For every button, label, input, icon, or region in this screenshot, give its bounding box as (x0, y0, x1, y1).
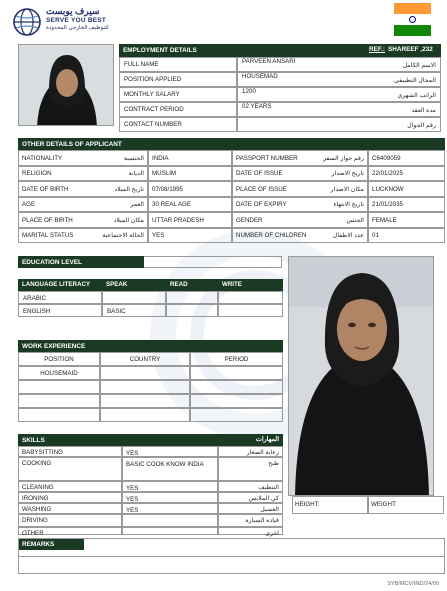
skill-name-arabic: قيادة السيارة (245, 516, 279, 524)
remarks-divider (18, 556, 445, 557)
detail-value: UTTAR PRADESH (152, 216, 204, 224)
applicant-detail-row (18, 228, 445, 244)
language-name: ARABIC (23, 295, 47, 302)
skill-name-cell (18, 492, 122, 503)
detail-label-arabic: الديانة (128, 170, 144, 177)
passport-value-cell (368, 212, 445, 228)
detail-value-cell (148, 150, 232, 166)
employment-label-arabic: الاسم الكامل (402, 62, 436, 69)
employment-label: FULL NAME (124, 61, 159, 68)
work-column-label: POSITION (44, 356, 74, 363)
passport-value: 22/01/2025 (372, 170, 403, 177)
ref-label: REF.: (369, 46, 385, 53)
employment-label: POSITION APPLIED (124, 76, 182, 83)
passport-label-cell (232, 150, 368, 166)
passport-label-arabic: تاريخ الانتهاء (333, 201, 364, 208)
passport-label-cell (232, 212, 368, 228)
globe-icon (12, 7, 42, 37)
work-cell (18, 408, 100, 422)
education-level-value (144, 256, 282, 268)
remarks-title: REMARKS (22, 540, 55, 548)
passport-label-arabic: مكان الاصدار (330, 185, 364, 193)
skill-value-cell (122, 503, 218, 514)
employment-details-section (119, 44, 441, 132)
work-cell (190, 366, 283, 380)
skill-value: BASIC COOK KNOW INDIA (126, 460, 204, 468)
detail-value: 07/08/1995 (152, 185, 183, 193)
skill-value-cell (122, 492, 218, 503)
work-column-header (100, 352, 190, 366)
work-cell (100, 394, 190, 408)
skill-arabic-cell (218, 481, 283, 492)
skill-name: COOKING (22, 459, 52, 467)
passport-label: NUMBER OF CHILDREN (236, 232, 307, 239)
skill-value: YES (126, 484, 139, 492)
language-cell (102, 304, 166, 317)
height-field (292, 496, 368, 514)
language-header-row (18, 279, 283, 291)
skill-name-cell (18, 503, 122, 514)
skill-name: WASHING (22, 505, 52, 513)
language-cell (218, 291, 283, 304)
detail-label-arabic: تاريخ الميلاد (114, 185, 144, 193)
skill-name-cell (18, 446, 122, 457)
skill-name-arabic: طبخ (268, 459, 279, 467)
passport-label: PASSPORT NUMBER (236, 154, 298, 162)
passport-label: PLACE OF ISSUE (236, 185, 287, 193)
education-level-title: EDUCATION LEVEL (22, 258, 82, 266)
detail-label-cell (18, 150, 148, 166)
passport-label-arabic: تاريخ الاصدار (331, 170, 364, 177)
work-cell (18, 366, 100, 380)
detail-label: AGE (22, 201, 36, 208)
brand-name-arabic: سيرف يوبست (46, 6, 100, 16)
detail-label-cell (18, 197, 148, 213)
work-cell (100, 380, 190, 394)
detail-value: MUSLIM (152, 170, 177, 177)
employment-label-cell (119, 117, 237, 132)
detail-label-arabic: مكان الميلاد (113, 216, 144, 224)
passport-label-cell (232, 228, 368, 244)
work-experience-header (18, 340, 283, 352)
employment-value: 02 YEARS (242, 103, 272, 110)
employment-value-cell (237, 72, 441, 87)
work-cell (100, 408, 190, 422)
passport-label-arabic: عدد الاطفال (332, 232, 364, 239)
passport-value-cell (368, 150, 445, 166)
skill-arabic-cell (218, 446, 283, 457)
detail-value: YES (152, 232, 165, 239)
employment-row (119, 117, 441, 132)
applicant-photo-small (18, 44, 114, 126)
applicant-detail-row (18, 166, 445, 182)
language-column-header: WRITE (222, 281, 242, 288)
language-name: ENGLISH (23, 308, 51, 315)
language-cell (18, 291, 102, 304)
detail-label: DATE OF BIRTH (22, 185, 69, 193)
passport-label: DATE OF EXPIRY (236, 201, 287, 208)
employment-label-arabic: رقم الجوال (407, 122, 436, 129)
skill-value-cell (122, 481, 218, 492)
skill-name-arabic: التنظيف (258, 483, 279, 491)
skill-name-arabic: اخرى (265, 529, 279, 537)
detail-label: PLACE OF BIRTH (22, 216, 73, 224)
work-cell (190, 408, 283, 422)
employment-label: CONTACT NUMBER (124, 121, 182, 128)
employment-row (119, 102, 441, 117)
education-level-header (18, 256, 144, 268)
passport-value-cell (368, 181, 445, 197)
employment-label: MONTHLY SALARY (124, 91, 180, 98)
work-column-label: COUNTRY (129, 356, 161, 363)
applicant-detail-row (18, 197, 445, 213)
detail-label-cell (18, 228, 148, 244)
work-cell (100, 366, 190, 380)
skill-arabic-cell (218, 457, 283, 481)
skill-value-cell (122, 527, 218, 535)
language-cell (218, 304, 283, 317)
employment-details-header (119, 44, 441, 57)
detail-value: 30 REAL AGE (152, 201, 191, 208)
passport-value: FEMALE (372, 216, 397, 224)
skill-arabic-cell (218, 492, 283, 503)
detail-label-arabic: الجنسية (123, 154, 144, 162)
applicant-photo-large (288, 256, 434, 496)
skill-name-cell (18, 514, 122, 527)
work-experience-title: WORK EXPERIENCE (22, 342, 86, 350)
language-column-header: LANGUAGE LITERACY (22, 281, 91, 288)
language-cell (166, 304, 218, 317)
skill-value: YES (126, 495, 139, 503)
india-flag-icon (394, 3, 431, 36)
employment-value: PARVEEN ANSARI (242, 58, 296, 65)
skill-name: BABYSITTING (22, 448, 63, 456)
language-cell (102, 291, 166, 304)
work-position: HOUSEMAID (40, 370, 78, 377)
height-label: HEIGHT: (295, 501, 320, 508)
language-cell (166, 291, 218, 304)
detail-label-cell (18, 212, 148, 228)
company-logo (10, 4, 110, 40)
employment-value-cell (237, 117, 441, 132)
language-speak: BASIC (107, 308, 126, 315)
applicant-detail-row (18, 181, 445, 197)
work-column-header (18, 352, 100, 366)
employment-value: HOUSEMAD (242, 73, 278, 80)
detail-label-cell (18, 181, 148, 197)
passport-label-arabic: الجنس (346, 216, 364, 224)
other-details-header (18, 138, 445, 150)
other-details-title: OTHER DETAILS OF APPLICANT (22, 140, 122, 148)
skill-name-cell (18, 457, 122, 481)
employment-label-cell (119, 102, 237, 117)
detail-value-cell (148, 166, 232, 182)
employment-value-cell (237, 57, 441, 72)
skill-name-arabic: رعاية الصغار (246, 448, 279, 456)
employment-row (119, 57, 441, 72)
skill-value-cell (122, 446, 218, 457)
passport-label-cell (232, 181, 368, 197)
work-column-label: PERIOD (224, 356, 249, 363)
detail-label-cell (18, 166, 148, 182)
passport-label-arabic: رقم جواز السفر (323, 154, 364, 162)
skills-header (18, 434, 283, 446)
passport-label-cell (232, 166, 368, 182)
employment-label-arabic: المجال التطبيقي (394, 77, 436, 84)
passport-value: C6409059 (372, 154, 401, 162)
passport-value: LUCKNOW (372, 185, 404, 193)
work-cell (190, 380, 283, 394)
passport-value-cell (368, 197, 445, 213)
skills-title: SKILLS (22, 436, 45, 444)
work-cell (18, 394, 100, 408)
employment-label-cell (119, 72, 237, 87)
work-column-header (190, 352, 283, 366)
detail-value-cell (148, 181, 232, 197)
skill-name: DRIVING (22, 516, 48, 524)
passport-value: 01 (372, 232, 379, 239)
skill-name: IRONING (22, 494, 49, 502)
detail-label-arabic: الحالة الاجتماعية (102, 232, 144, 239)
detail-label: MARITAL STATUS (22, 232, 74, 239)
employment-row (119, 72, 441, 87)
detail-label: NATIONALITY (22, 154, 63, 162)
language-column-header: SPEAK (106, 281, 128, 288)
detail-value-cell (148, 228, 232, 244)
employment-label-arabic: مدة العقد (411, 107, 436, 114)
employment-value-cell (237, 87, 441, 102)
ref-value: SHAREEF ,232 (388, 46, 433, 53)
language-cell (18, 304, 102, 317)
detail-value-cell (148, 212, 232, 228)
document-code: SYB/MCV/IND/24/09 (387, 581, 439, 587)
weight-label: WEIGHT: (371, 501, 397, 508)
employment-label: CONTRACT PERIOD (124, 106, 184, 113)
employment-row (119, 87, 441, 102)
detail-label: RELIGION (22, 170, 52, 177)
applicant-detail-row (18, 212, 445, 228)
language-column-header: READ (170, 281, 188, 288)
employment-label-cell (119, 57, 237, 72)
skill-name-cell (18, 481, 122, 492)
skills-title-arabic: المهارات (255, 435, 279, 443)
employment-label-cell (119, 87, 237, 102)
passport-label-cell (232, 197, 368, 213)
passport-value: 21/01/2035 (372, 201, 403, 208)
work-cell (18, 380, 100, 394)
work-cell (190, 394, 283, 408)
detail-value: INDIA (152, 154, 169, 162)
skill-arabic-cell (218, 503, 283, 514)
skill-value: YES (126, 506, 139, 514)
skill-value-cell (122, 514, 218, 527)
skill-name: CLEANING (22, 483, 54, 491)
passport-label: GENDER (236, 216, 263, 224)
detail-value-cell (148, 197, 232, 213)
passport-value-cell (368, 166, 445, 182)
employment-value: 1200 (242, 88, 256, 95)
brand-tagline: للتوظيف الخارجي المحدودة (46, 25, 109, 31)
passport-label: DATE OF ISSUE (236, 170, 283, 177)
brand-name: SERVE YOU BEST (46, 17, 107, 24)
employment-details-title: EMPLOYMENT DETAILS (123, 46, 197, 54)
skill-value-cell (122, 457, 218, 481)
employment-value-cell (237, 102, 441, 117)
applicant-detail-row (18, 150, 445, 166)
skill-name: OTHER (22, 529, 44, 537)
passport-value-cell (368, 228, 445, 244)
weight-field (368, 496, 444, 514)
skill-name-arabic: الغسيل (260, 505, 279, 513)
skill-value: YES (126, 449, 139, 457)
skill-name-arabic: كي الملابس (248, 494, 279, 502)
skill-arabic-cell (218, 527, 283, 535)
skill-arabic-cell (218, 514, 283, 527)
skill-name-cell (18, 527, 122, 535)
employment-label-arabic: الراتب الشهري (397, 92, 436, 99)
detail-label-arabic: العمر (130, 201, 144, 208)
